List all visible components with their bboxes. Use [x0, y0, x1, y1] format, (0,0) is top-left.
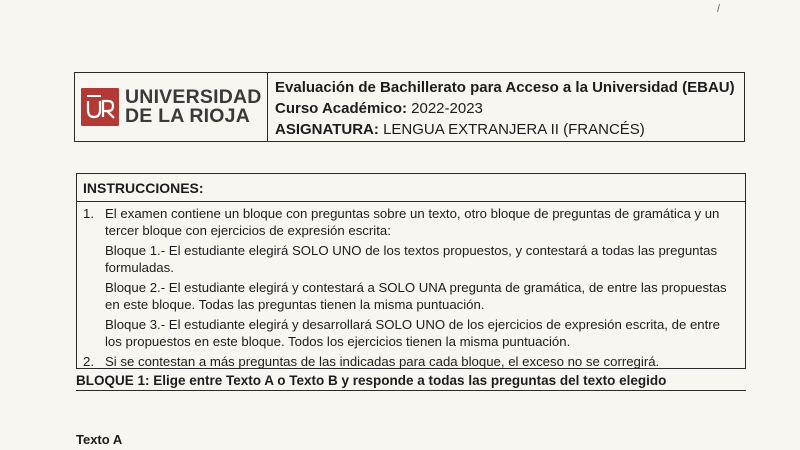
scan-mark: [717, 4, 720, 12]
subject-label: ASIGNATURA:: [275, 121, 379, 138]
subject-line: [275, 119, 735, 140]
university-line1: UNIVERSIDAD: [125, 86, 262, 108]
university-logo: [75, 73, 268, 141]
university-line2: DE LA RIOJA: [125, 105, 250, 127]
exam-info: [268, 73, 735, 141]
instruction-text: El examen contiene un bloque con preguntas sobre un texto, otro bloque de preguntas de gramática y un tercer bloque con ejercicios de expresión escrita:: [105, 206, 720, 238]
ur-logo-icon: [81, 88, 119, 126]
instruction-number: 2.: [83, 354, 94, 369]
course-value: 2022-2023: [411, 100, 483, 117]
exam-title: Evaluación de Bachillerato para Acceso a la Universidad (EBAU): [275, 79, 735, 96]
subject-value: LENGUA EXTRANJERA II (FRANCÉS): [383, 121, 645, 138]
instructions-heading: INSTRUCCIONES:: [77, 174, 745, 202]
bloque1-instruction: Bloque 1.- El estudiante elegirá SOLO UNO de los textos propuestos, y contestará a todas las preguntas formuladas.: [105, 243, 718, 275]
instruction-number: 1.: [83, 206, 94, 221]
bloque3-instruction: Bloque 3.- El estudiante elegirá y desarrollará SOLO UNO de los ejercicios de expresión escrita, de entre los propuestos en este bloque. Todos los ejercicios tienen la misma puntuación.: [105, 317, 720, 349]
instruction-item: [77, 354, 745, 371]
texto-a-label: Texto A: [76, 432, 123, 447]
bloque1-heading: BLOQUE 1: Elige entre Texto A o Texto B y responde a todas las preguntas del texto elegido: [76, 373, 746, 391]
exam-header: [74, 72, 745, 142]
instructions-body: [77, 206, 745, 371]
instructions-box: [76, 173, 746, 369]
instruction-item: [77, 206, 745, 239]
bloque2-instruction: Bloque 2.- El estudiante elegirá y contestará a SOLO UNA pregunta de gramática, de entre las propuestas en este bloque. Todas las preguntas tienen la misma puntuación.: [105, 280, 727, 312]
course-label: Curso Académico:: [275, 100, 407, 117]
university-name: [125, 88, 262, 126]
instruction-text: Si se contestan a más preguntas de las indicadas para cada bloque, el exceso no se corregirá.: [105, 354, 660, 369]
course-line: [275, 98, 735, 119]
